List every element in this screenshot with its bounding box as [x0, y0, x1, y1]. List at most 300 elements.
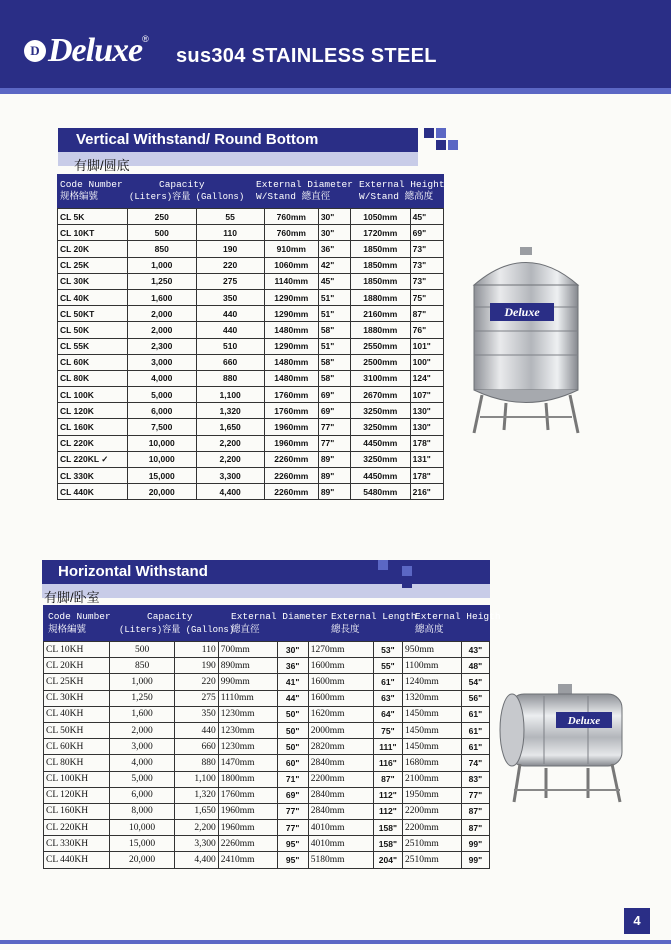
- table-cell: 64": [373, 706, 402, 722]
- table-row: [58, 257, 444, 273]
- table-cell: 3,000: [127, 354, 196, 370]
- table-cell: 1680mm: [402, 755, 461, 771]
- table-cell: 1800mm: [218, 771, 277, 787]
- table-row: [58, 403, 444, 419]
- table-cell: 69": [410, 225, 443, 241]
- table-cell: 440: [196, 306, 264, 322]
- table-cell: 2550mm: [350, 338, 410, 354]
- vertical-section-title: Vertical Withstand/ Round Bottom: [58, 128, 418, 152]
- decor-square: [448, 140, 458, 150]
- horizontal-title-strip: [42, 584, 490, 598]
- table-cell: 43": [461, 642, 489, 658]
- table-cell: 4,000: [127, 370, 196, 386]
- table-cell: 1290mm: [264, 306, 318, 322]
- table-cell: 1230mm: [218, 722, 277, 738]
- table-cell: 89": [318, 484, 350, 500]
- table-cell: 158": [373, 820, 402, 836]
- horizontal-tank-image: [496, 680, 636, 810]
- table-cell: 30": [318, 225, 350, 241]
- col-code: Code Number: [48, 611, 111, 622]
- table-row: [44, 674, 490, 690]
- tank-end-cap: [500, 694, 524, 766]
- table-cell: 2,200: [174, 820, 218, 836]
- table-cell: 45": [318, 273, 350, 289]
- table-row: [58, 322, 444, 338]
- table-cell: 2410mm: [218, 852, 277, 868]
- table-cell: 440: [196, 322, 264, 338]
- decor-square: [378, 560, 388, 570]
- table-cell: 3,000: [110, 739, 175, 755]
- vertical-table: [57, 208, 444, 500]
- horizontal-table-header: [43, 605, 501, 641]
- table-cell: 3250mm: [350, 403, 410, 419]
- table-cell: 5180mm: [308, 852, 373, 868]
- table-cell: 77": [277, 803, 308, 819]
- table-cell: 1230mm: [218, 739, 277, 755]
- table-cell: 73": [410, 241, 443, 257]
- table-cell: 890mm: [218, 658, 277, 674]
- brand-logo: [24, 32, 149, 70]
- table-cell: 56": [461, 690, 489, 706]
- table-cell: CL 80KH: [44, 755, 110, 771]
- table-cell: CL 330KH: [44, 836, 110, 852]
- table-cell: 1880mm: [350, 322, 410, 338]
- table-cell: CL 120KH: [44, 787, 110, 803]
- col-length-sub: 總長度: [331, 624, 360, 635]
- table-cell: 77": [461, 787, 489, 803]
- table-cell: 1290mm: [264, 289, 318, 305]
- col-height: External Heigth: [415, 611, 501, 622]
- table-cell: 880: [196, 370, 264, 386]
- table-cell: 2510mm: [402, 836, 461, 852]
- table-cell: 77": [277, 820, 308, 836]
- table-row: [58, 435, 444, 451]
- table-cell: 7,500: [127, 419, 196, 435]
- table-cell: 2260mm: [218, 836, 277, 852]
- table-row: [44, 771, 490, 787]
- table-cell: 5480mm: [350, 484, 410, 500]
- table-cell: 2670mm: [350, 387, 410, 403]
- table-row: [58, 306, 444, 322]
- table-cell: 73": [410, 257, 443, 273]
- table-cell: CL 120K: [58, 403, 128, 419]
- tank-lid: [474, 263, 578, 286]
- table-cell: 6,000: [110, 787, 175, 803]
- table-cell: 1,250: [110, 690, 175, 706]
- table-cell: 112": [373, 803, 402, 819]
- table-cell: 54": [461, 674, 489, 690]
- table-cell: 275: [174, 690, 218, 706]
- table-cell: CL 60K: [58, 354, 128, 370]
- table-cell: CL 160K: [58, 419, 128, 435]
- table-cell: 700mm: [218, 642, 277, 658]
- table-row: [58, 338, 444, 354]
- table-cell: 1230mm: [218, 706, 277, 722]
- table-cell: 2000mm: [308, 722, 373, 738]
- table-row: [44, 706, 490, 722]
- table-cell: 1110mm: [218, 690, 277, 706]
- table-cell: 1270mm: [308, 642, 373, 658]
- tank-label: Deluxe: [567, 715, 601, 727]
- col-height-sub: W/Stand 總高度: [359, 191, 434, 202]
- table-cell: 69": [277, 787, 308, 803]
- table-cell: 53": [373, 642, 402, 658]
- table-cell: 1450mm: [402, 706, 461, 722]
- table-cell: 36": [277, 658, 308, 674]
- table-cell: 2260mm: [264, 468, 318, 484]
- table-cell: 350: [174, 706, 218, 722]
- table-row: [44, 852, 490, 868]
- table-cell: 99": [461, 852, 489, 868]
- table-cell: CL 160KH: [44, 803, 110, 819]
- table-cell: 1960mm: [218, 803, 277, 819]
- table-cell: 1850mm: [350, 257, 410, 273]
- table-cell: 1760mm: [264, 387, 318, 403]
- table-cell: 6,000: [127, 403, 196, 419]
- decor-square: [402, 578, 412, 588]
- table-cell: 500: [110, 642, 175, 658]
- col-code-cn: 规格编號: [60, 191, 99, 202]
- table-cell: 8,000: [110, 803, 175, 819]
- table-cell: 5,000: [127, 387, 196, 403]
- table-cell: 880: [174, 755, 218, 771]
- table-cell: 4,400: [174, 852, 218, 868]
- horizontal-section-title: Horizontal Withstand: [42, 560, 490, 584]
- table-cell: 850: [110, 658, 175, 674]
- table-cell: 2840mm: [308, 787, 373, 803]
- table-cell: 74": [461, 755, 489, 771]
- table-cell: 4450mm: [350, 468, 410, 484]
- table-cell: 51": [318, 338, 350, 354]
- tank-body: [510, 694, 622, 766]
- table-cell: 61": [461, 722, 489, 738]
- logo-mark-icon: D: [24, 40, 46, 62]
- table-cell: 112": [373, 787, 402, 803]
- table-cell: 75": [373, 722, 402, 738]
- table-row: [58, 370, 444, 386]
- table-row: [58, 451, 444, 467]
- table-cell: 1,600: [127, 289, 196, 305]
- table-cell: 45": [410, 209, 443, 225]
- table-row: [58, 289, 444, 305]
- table-cell: 2,200: [196, 435, 264, 451]
- table-cell: CL 30KH: [44, 690, 110, 706]
- table-cell: 950mm: [402, 642, 461, 658]
- table-cell: 50": [277, 706, 308, 722]
- table-cell: 89": [318, 468, 350, 484]
- table-cell: 1760mm: [218, 787, 277, 803]
- table-cell: 95": [277, 836, 308, 852]
- table-cell: 2840mm: [308, 803, 373, 819]
- table-cell: 76": [410, 322, 443, 338]
- table-cell: 2160mm: [350, 306, 410, 322]
- registered-mark: ®: [142, 34, 149, 44]
- table-cell: 1480mm: [264, 322, 318, 338]
- table-row: [44, 820, 490, 836]
- table-cell: 2,000: [127, 322, 196, 338]
- table-cell: 1,650: [174, 803, 218, 819]
- tank-body: [474, 285, 578, 390]
- col-length: External Length: [331, 611, 417, 622]
- table-cell: 69": [318, 403, 350, 419]
- table-cell: 87": [461, 820, 489, 836]
- table-cell: 110: [174, 642, 218, 658]
- col-diameter-sub: 總直徑: [231, 624, 260, 635]
- table-row: [58, 209, 444, 225]
- table-cell: 30": [277, 642, 308, 658]
- table-cell: 10,000: [110, 820, 175, 836]
- decor-square: [402, 566, 412, 576]
- table-cell: CL 440KH: [44, 852, 110, 868]
- table-cell: 1,100: [196, 387, 264, 403]
- table-cell: 1,000: [110, 674, 175, 690]
- table-cell: 178": [410, 435, 443, 451]
- table-row: [44, 722, 490, 738]
- table-cell: 2260mm: [264, 451, 318, 467]
- table-cell: 58": [318, 322, 350, 338]
- table-cell: 190: [196, 241, 264, 257]
- table-cell: 3250mm: [350, 451, 410, 467]
- table-cell: CL 220KL ✓: [58, 451, 128, 467]
- table-cell: 101": [410, 338, 443, 354]
- col-height-sub: 總高度: [415, 624, 444, 635]
- table-cell: 2,000: [110, 722, 175, 738]
- table-cell: 1880mm: [350, 289, 410, 305]
- table-cell: 41": [277, 674, 308, 690]
- brand-name: Deluxe: [48, 32, 143, 69]
- table-cell: 42": [318, 257, 350, 273]
- table-cell: 1,100: [174, 771, 218, 787]
- col-code-cn: 規格編號: [48, 624, 87, 635]
- table-cell: 1140mm: [264, 273, 318, 289]
- table-cell: 95": [277, 852, 308, 868]
- table-row: [44, 803, 490, 819]
- table-cell: CL 100KH: [44, 771, 110, 787]
- col-capacity-units: (Liters)容量 (Gallons): [129, 192, 245, 202]
- table-cell: 4010mm: [308, 836, 373, 852]
- table-cell: CL 5K: [58, 209, 128, 225]
- table-cell: 107": [410, 387, 443, 403]
- table-cell: 1,250: [127, 273, 196, 289]
- table-cell: 500: [127, 225, 196, 241]
- table-cell: 1960mm: [218, 820, 277, 836]
- table-cell: 1320mm: [402, 690, 461, 706]
- vertical-table-header: [57, 174, 444, 208]
- table-cell: 61": [461, 706, 489, 722]
- table-cell: 87": [373, 771, 402, 787]
- decor-square: [436, 140, 446, 150]
- table-row: [58, 241, 444, 257]
- table-cell: 130": [410, 403, 443, 419]
- table-cell: 2,000: [127, 306, 196, 322]
- horizontal-table: [43, 641, 490, 869]
- table-cell: CL 330K: [58, 468, 128, 484]
- table-cell: 15,000: [127, 468, 196, 484]
- table-cell: CL 50KH: [44, 722, 110, 738]
- table-cell: 250: [127, 209, 196, 225]
- decor-square: [424, 128, 434, 138]
- table-cell: 1060mm: [264, 257, 318, 273]
- table-cell: CL 25K: [58, 257, 128, 273]
- table-cell: 2200mm: [308, 771, 373, 787]
- table-cell: 216": [410, 484, 443, 500]
- table-cell: 50": [277, 722, 308, 738]
- table-cell: 55: [196, 209, 264, 225]
- table-cell: CL 80K: [58, 370, 128, 386]
- table-cell: 124": [410, 370, 443, 386]
- table-cell: 77": [318, 419, 350, 435]
- decor-square: [436, 128, 446, 138]
- tank-label: Deluxe: [504, 305, 540, 319]
- table-cell: CL 50K: [58, 322, 128, 338]
- table-cell: 10,000: [127, 435, 196, 451]
- table-row: [58, 273, 444, 289]
- table-cell: 440: [174, 722, 218, 738]
- table-cell: CL 20KH: [44, 658, 110, 674]
- table-cell: 2840mm: [308, 755, 373, 771]
- table-cell: CL 100K: [58, 387, 128, 403]
- table-cell: 1,320: [174, 787, 218, 803]
- table-cell: 850: [127, 241, 196, 257]
- tank-vent: [520, 247, 532, 255]
- table-row: [44, 658, 490, 674]
- table-cell: 51": [318, 306, 350, 322]
- table-cell: CL 25KH: [44, 674, 110, 690]
- page-number: 4: [624, 908, 650, 934]
- table-cell: 89": [318, 451, 350, 467]
- table-cell: 2820mm: [308, 739, 373, 755]
- table-cell: 1050mm: [350, 209, 410, 225]
- table-cell: 55": [373, 658, 402, 674]
- table-cell: 350: [196, 289, 264, 305]
- table-cell: CL 10KH: [44, 642, 110, 658]
- table-cell: 48": [461, 658, 489, 674]
- table-cell: 1960mm: [264, 435, 318, 451]
- table-row: [44, 690, 490, 706]
- table-cell: 1,650: [196, 419, 264, 435]
- horizontal-section-subtitle: 有脚/卧室: [44, 590, 100, 605]
- table-cell: CL 220K: [58, 435, 128, 451]
- table-cell: 1290mm: [264, 338, 318, 354]
- table-row: [58, 387, 444, 403]
- table-cell: 2500mm: [350, 354, 410, 370]
- table-cell: 158": [373, 836, 402, 852]
- table-row: [44, 642, 490, 658]
- col-code: Code Number: [60, 179, 123, 190]
- table-cell: 87": [461, 803, 489, 819]
- col-diameter: External Diameter: [256, 179, 353, 190]
- table-cell: 99": [461, 836, 489, 852]
- table-cell: 1960mm: [264, 419, 318, 435]
- table-cell: 69": [318, 387, 350, 403]
- table-cell: 2200mm: [402, 820, 461, 836]
- table-row: [44, 755, 490, 771]
- table-cell: 1240mm: [402, 674, 461, 690]
- table-cell: 73": [410, 273, 443, 289]
- table-cell: 1760mm: [264, 403, 318, 419]
- table-cell: 3,300: [196, 468, 264, 484]
- table-cell: CL 60KH: [44, 739, 110, 755]
- vertical-section-subtitle: 有脚/圆底: [74, 158, 130, 173]
- table-cell: 1450mm: [402, 739, 461, 755]
- table-cell: CL 30K: [58, 273, 128, 289]
- table-cell: 30": [318, 209, 350, 225]
- table-cell: 510: [196, 338, 264, 354]
- table-cell: 60": [277, 755, 308, 771]
- table-row: [44, 739, 490, 755]
- table-cell: 3,300: [174, 836, 218, 852]
- table-cell: 50": [277, 739, 308, 755]
- table-cell: 178": [410, 468, 443, 484]
- table-cell: CL 55K: [58, 338, 128, 354]
- table-cell: 1600mm: [308, 674, 373, 690]
- table-cell: 275: [196, 273, 264, 289]
- table-cell: 2260mm: [264, 484, 318, 500]
- decor-square: [390, 566, 400, 576]
- col-capacity-units: (Liters)容量 (Gallons): [119, 625, 235, 635]
- table-row: [44, 836, 490, 852]
- col-capacity: Capacity: [147, 611, 193, 622]
- table-cell: 1,320: [196, 403, 264, 419]
- table-cell: 220: [196, 257, 264, 273]
- col-height: External Height: [359, 179, 445, 190]
- table-cell: 100": [410, 354, 443, 370]
- table-cell: 4,400: [196, 484, 264, 500]
- table-cell: CL 20K: [58, 241, 128, 257]
- table-cell: 75": [410, 289, 443, 305]
- table-row: [58, 225, 444, 241]
- table-cell: 58": [318, 354, 350, 370]
- table-cell: 1950mm: [402, 787, 461, 803]
- table-cell: 2,200: [196, 451, 264, 467]
- table-cell: 1450mm: [402, 722, 461, 738]
- table-cell: 910mm: [264, 241, 318, 257]
- footer-band: [0, 940, 671, 944]
- table-row: [44, 787, 490, 803]
- table-cell: 2200mm: [402, 803, 461, 819]
- table-cell: 220: [174, 674, 218, 690]
- table-cell: 1720mm: [350, 225, 410, 241]
- table-cell: 71": [277, 771, 308, 787]
- table-cell: CL 10KT: [58, 225, 128, 241]
- table-cell: 3250mm: [350, 419, 410, 435]
- table-cell: 110: [196, 225, 264, 241]
- table-cell: 1620mm: [308, 706, 373, 722]
- table-cell: 2,300: [127, 338, 196, 354]
- table-cell: 1,000: [127, 257, 196, 273]
- table-cell: 61": [461, 739, 489, 755]
- table-cell: 83": [461, 771, 489, 787]
- table-cell: 4450mm: [350, 435, 410, 451]
- table-row: [58, 468, 444, 484]
- table-cell: 4,000: [110, 755, 175, 771]
- table-cell: 1600mm: [308, 658, 373, 674]
- table-cell: 660: [196, 354, 264, 370]
- table-cell: 2100mm: [402, 771, 461, 787]
- table-cell: CL 220KH: [44, 820, 110, 836]
- vertical-tank-image: [466, 245, 586, 440]
- table-cell: 760mm: [264, 209, 318, 225]
- table-cell: 660: [174, 739, 218, 755]
- table-cell: 1470mm: [218, 755, 277, 771]
- table-cell: CL 50KT: [58, 306, 128, 322]
- table-cell: 204": [373, 852, 402, 868]
- table-cell: 990mm: [218, 674, 277, 690]
- table-row: [58, 419, 444, 435]
- table-cell: 760mm: [264, 225, 318, 241]
- table-cell: 36": [318, 241, 350, 257]
- table-cell: 87": [410, 306, 443, 322]
